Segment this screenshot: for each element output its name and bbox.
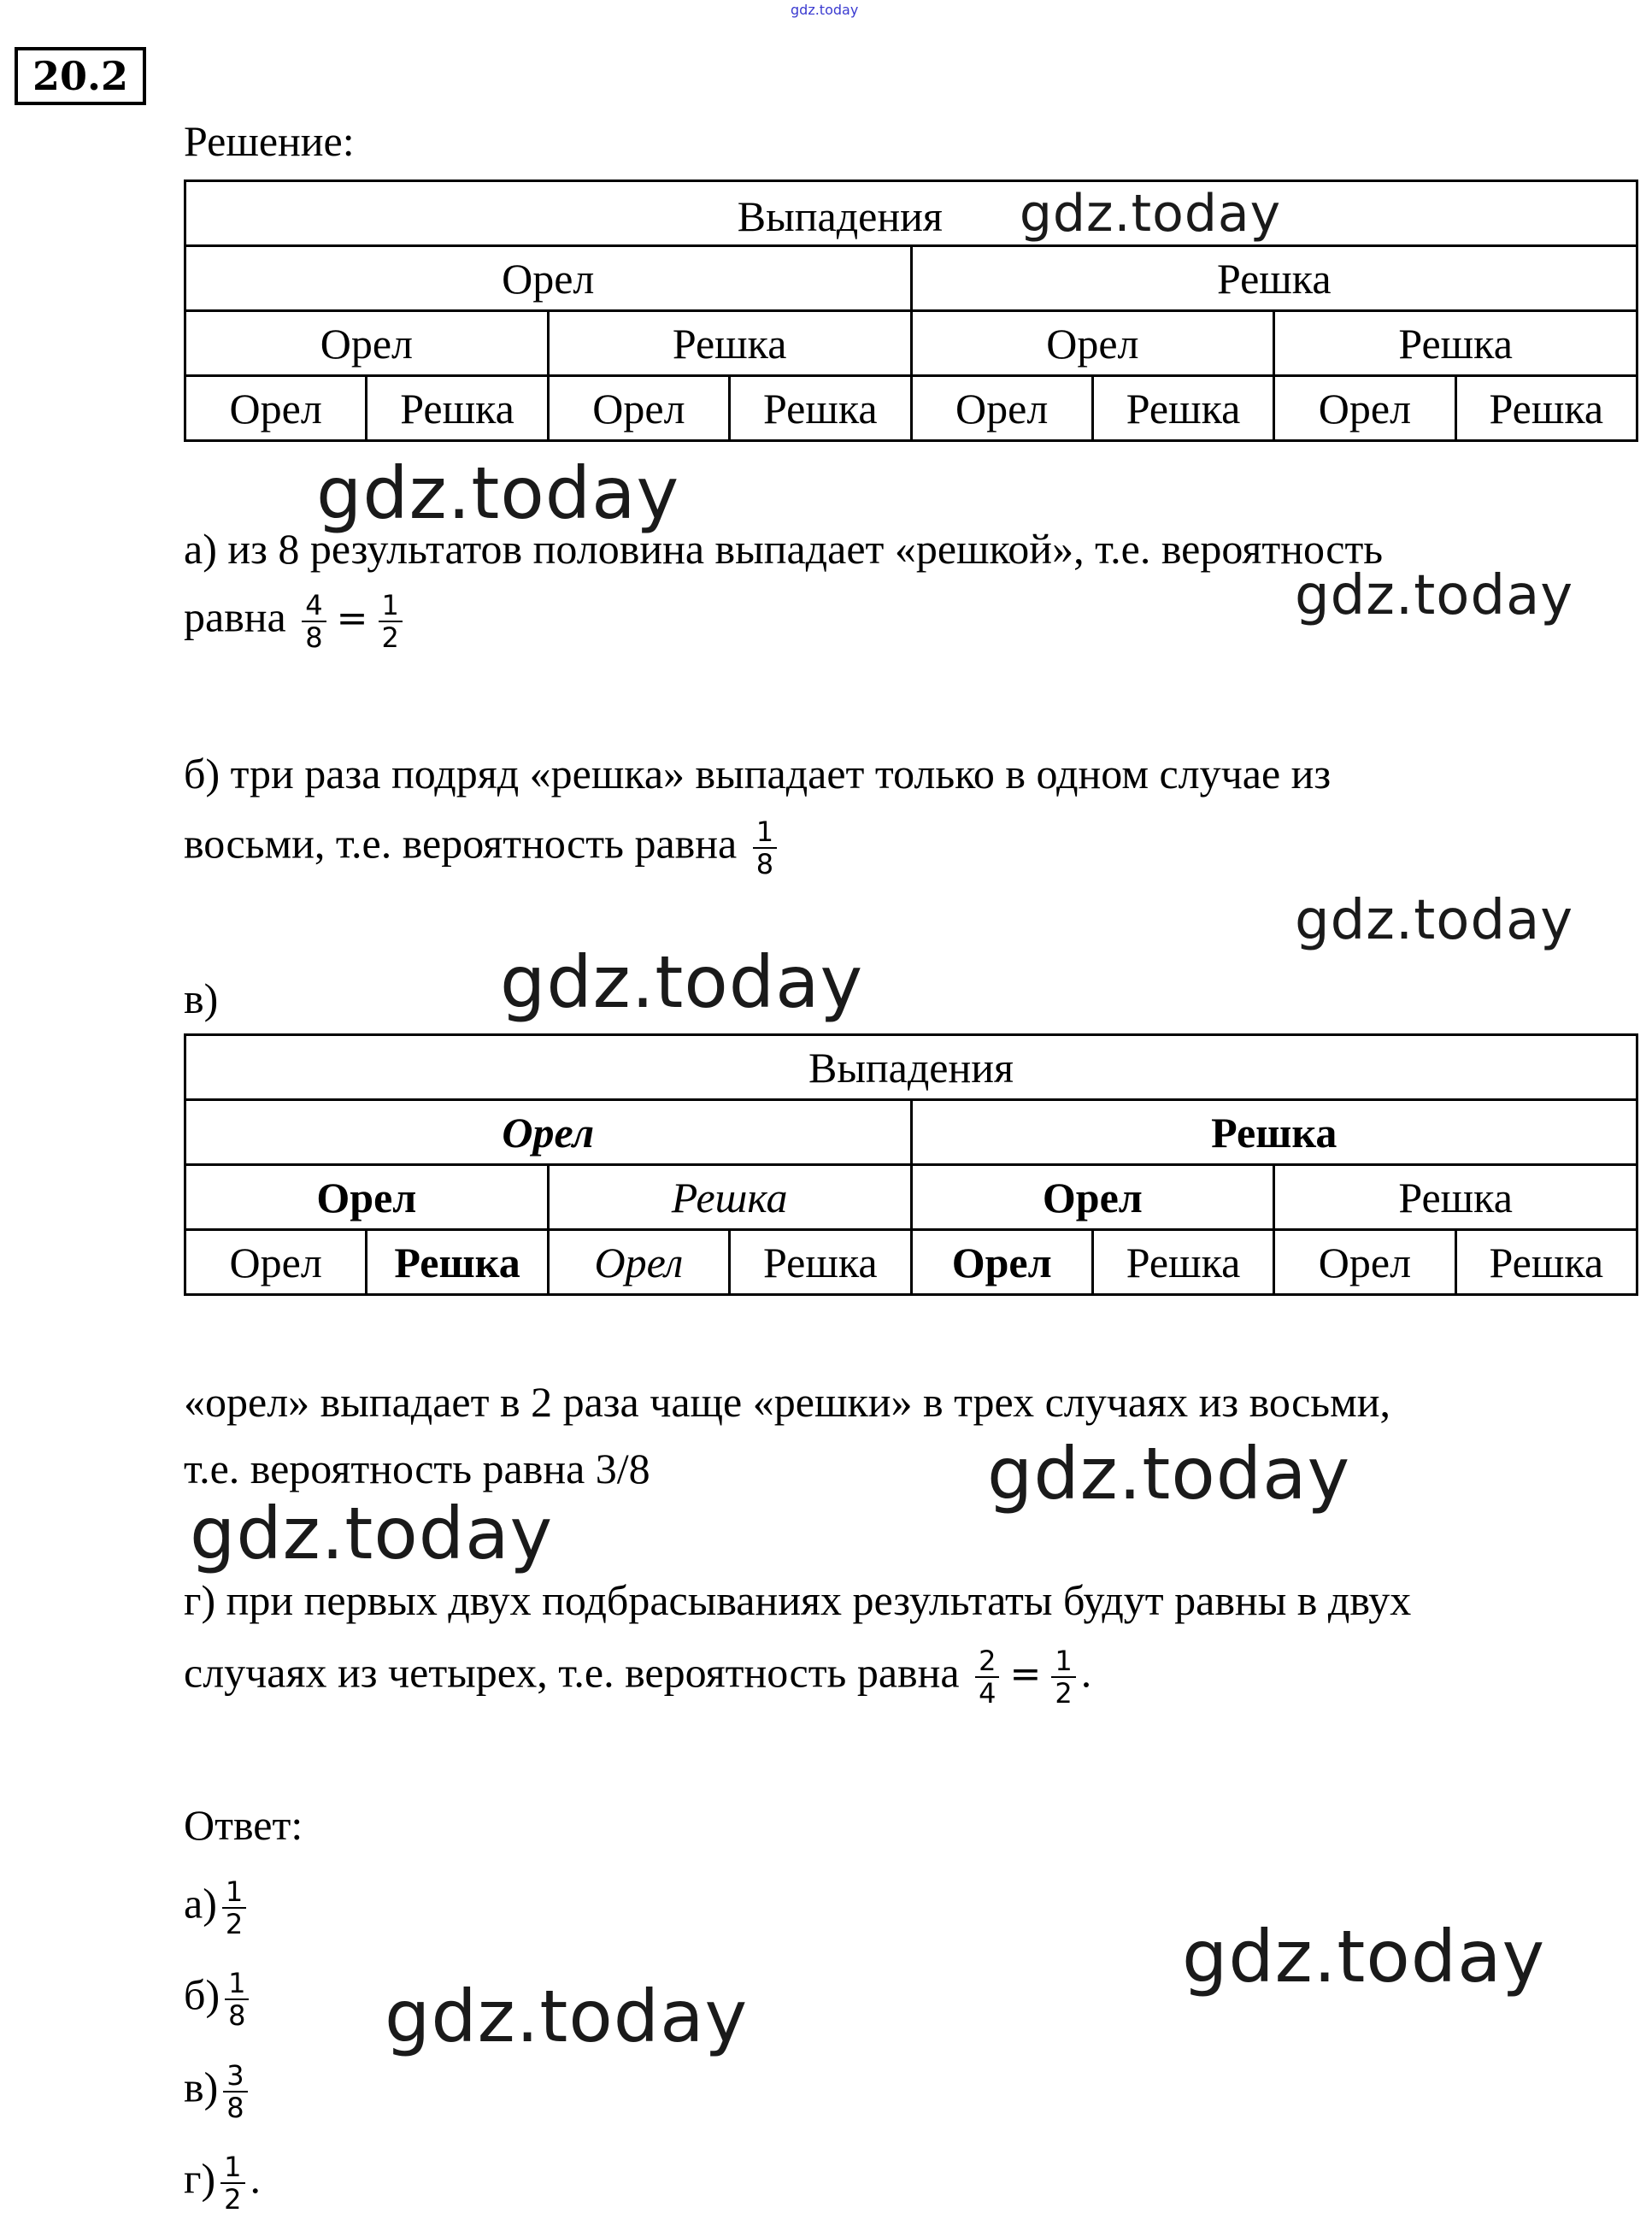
text: восьми, т.е. вероятность равна xyxy=(184,819,738,868)
part-v-label: в) xyxy=(184,974,219,1022)
table-cell: Решка xyxy=(1455,1230,1637,1295)
table-cell: Орел xyxy=(185,246,912,311)
fraction: $\frac{1}{2}$ xyxy=(1051,1645,1075,1709)
answer-b: б) $\frac{1}{8}$ xyxy=(184,1968,254,2031)
part-a-line1: а) из 8 результатов половина выпадает «решкой», т.е. вероятность xyxy=(184,525,1384,573)
outcomes-table-2 xyxy=(184,1033,1638,1296)
table-cell: Решка xyxy=(1092,376,1273,441)
solution-label: Решение: xyxy=(184,117,355,165)
table-header: Выпадения xyxy=(185,1035,1637,1100)
fraction: $\frac{1}{2}$ xyxy=(379,590,403,653)
table-cell: Орел xyxy=(911,311,1274,376)
part-v-line2: т.е. вероятность равна 3/8 xyxy=(184,1445,650,1492)
part-b-line1: б) три раза подряд «решка» выпадает только в одном случае из xyxy=(184,750,1332,798)
table-cell: Орел xyxy=(911,376,1092,441)
table-cell: Решка xyxy=(548,1165,911,1230)
watermark-top: gdz.today xyxy=(791,2,859,18)
equals: = xyxy=(336,597,368,641)
part-v-line1: «орел» выпадает в 2 раза чаще «решки» в трех случаях из восьми, xyxy=(184,1378,1390,1426)
table-cell: Решка xyxy=(911,1100,1637,1165)
table-cell: Решка xyxy=(1092,1230,1273,1295)
text: равна xyxy=(184,592,286,641)
table-cell: Орел xyxy=(911,1230,1092,1295)
table-cell: Решка xyxy=(367,376,548,441)
table-cell: Орел xyxy=(1274,376,1455,441)
answer-label: Ответ: xyxy=(184,1801,303,1849)
watermark: gdz.today xyxy=(1295,564,1574,627)
table-cell: Орел xyxy=(185,1230,367,1295)
table-cell: Орел xyxy=(548,1230,729,1295)
table-cell: Орел xyxy=(185,311,549,376)
text: случаях из четырех, т.е. вероятность равна xyxy=(184,1648,960,1697)
answer-a: а) $\frac{1}{2}$ xyxy=(184,1876,251,1940)
fraction: $\frac{2}{4}$ xyxy=(975,1645,999,1709)
table-header: Выпадения gdz.today xyxy=(185,181,1637,246)
table-cell: Решка xyxy=(1274,1165,1637,1230)
table-cell: Решка xyxy=(730,1230,911,1295)
answer-g: г) $\frac{1}{2}$ . xyxy=(184,2151,262,2216)
table-cell: Решка xyxy=(730,376,911,441)
table-cell: Орел xyxy=(185,376,367,441)
part-a-line2 xyxy=(184,590,408,653)
table-cell: Решка xyxy=(911,246,1637,311)
watermark: gdz.today xyxy=(190,1492,554,1575)
table-cell: Орел xyxy=(911,1165,1274,1230)
fraction: $\frac{1}{8}$ xyxy=(753,816,777,880)
part-b-line2 xyxy=(184,816,782,880)
table-cell: Решка xyxy=(548,311,911,376)
watermark: gdz.today xyxy=(500,940,864,1024)
watermark: gdz.today xyxy=(1295,889,1574,952)
watermark: gdz.today xyxy=(1182,1915,1546,1998)
table-cell: Орел xyxy=(185,1165,549,1230)
watermark: gdz.today xyxy=(1019,183,1282,244)
answer-v: в) $\frac{3}{8}$ xyxy=(184,2060,253,2123)
equals: = xyxy=(1009,1652,1042,1697)
table-cell: Орел xyxy=(185,1100,912,1165)
table-cell: Орел xyxy=(1274,1230,1455,1295)
table-cell: Орел xyxy=(548,376,729,441)
part-g-line2: случаях из четырех, т.е. вероятность равна $\frac{2}{4}$ = $\frac{1}{2}$ . xyxy=(184,1645,1092,1710)
problem-number: 20.2 xyxy=(15,47,146,105)
fraction: $\frac{4}{8}$ xyxy=(302,590,326,653)
table-cell: Решка xyxy=(367,1230,548,1295)
table-cell: Решка xyxy=(1455,376,1637,441)
watermark: gdz.today xyxy=(316,451,680,535)
watermark: gdz.today xyxy=(987,1432,1351,1516)
watermark: gdz.today xyxy=(385,1975,749,2058)
outcomes-table-1 xyxy=(184,180,1638,442)
table-cell: Решка xyxy=(1274,311,1637,376)
part-g-line1: г) при первых двух подбрасываниях результаты будут равны в двух xyxy=(184,1576,1412,1624)
